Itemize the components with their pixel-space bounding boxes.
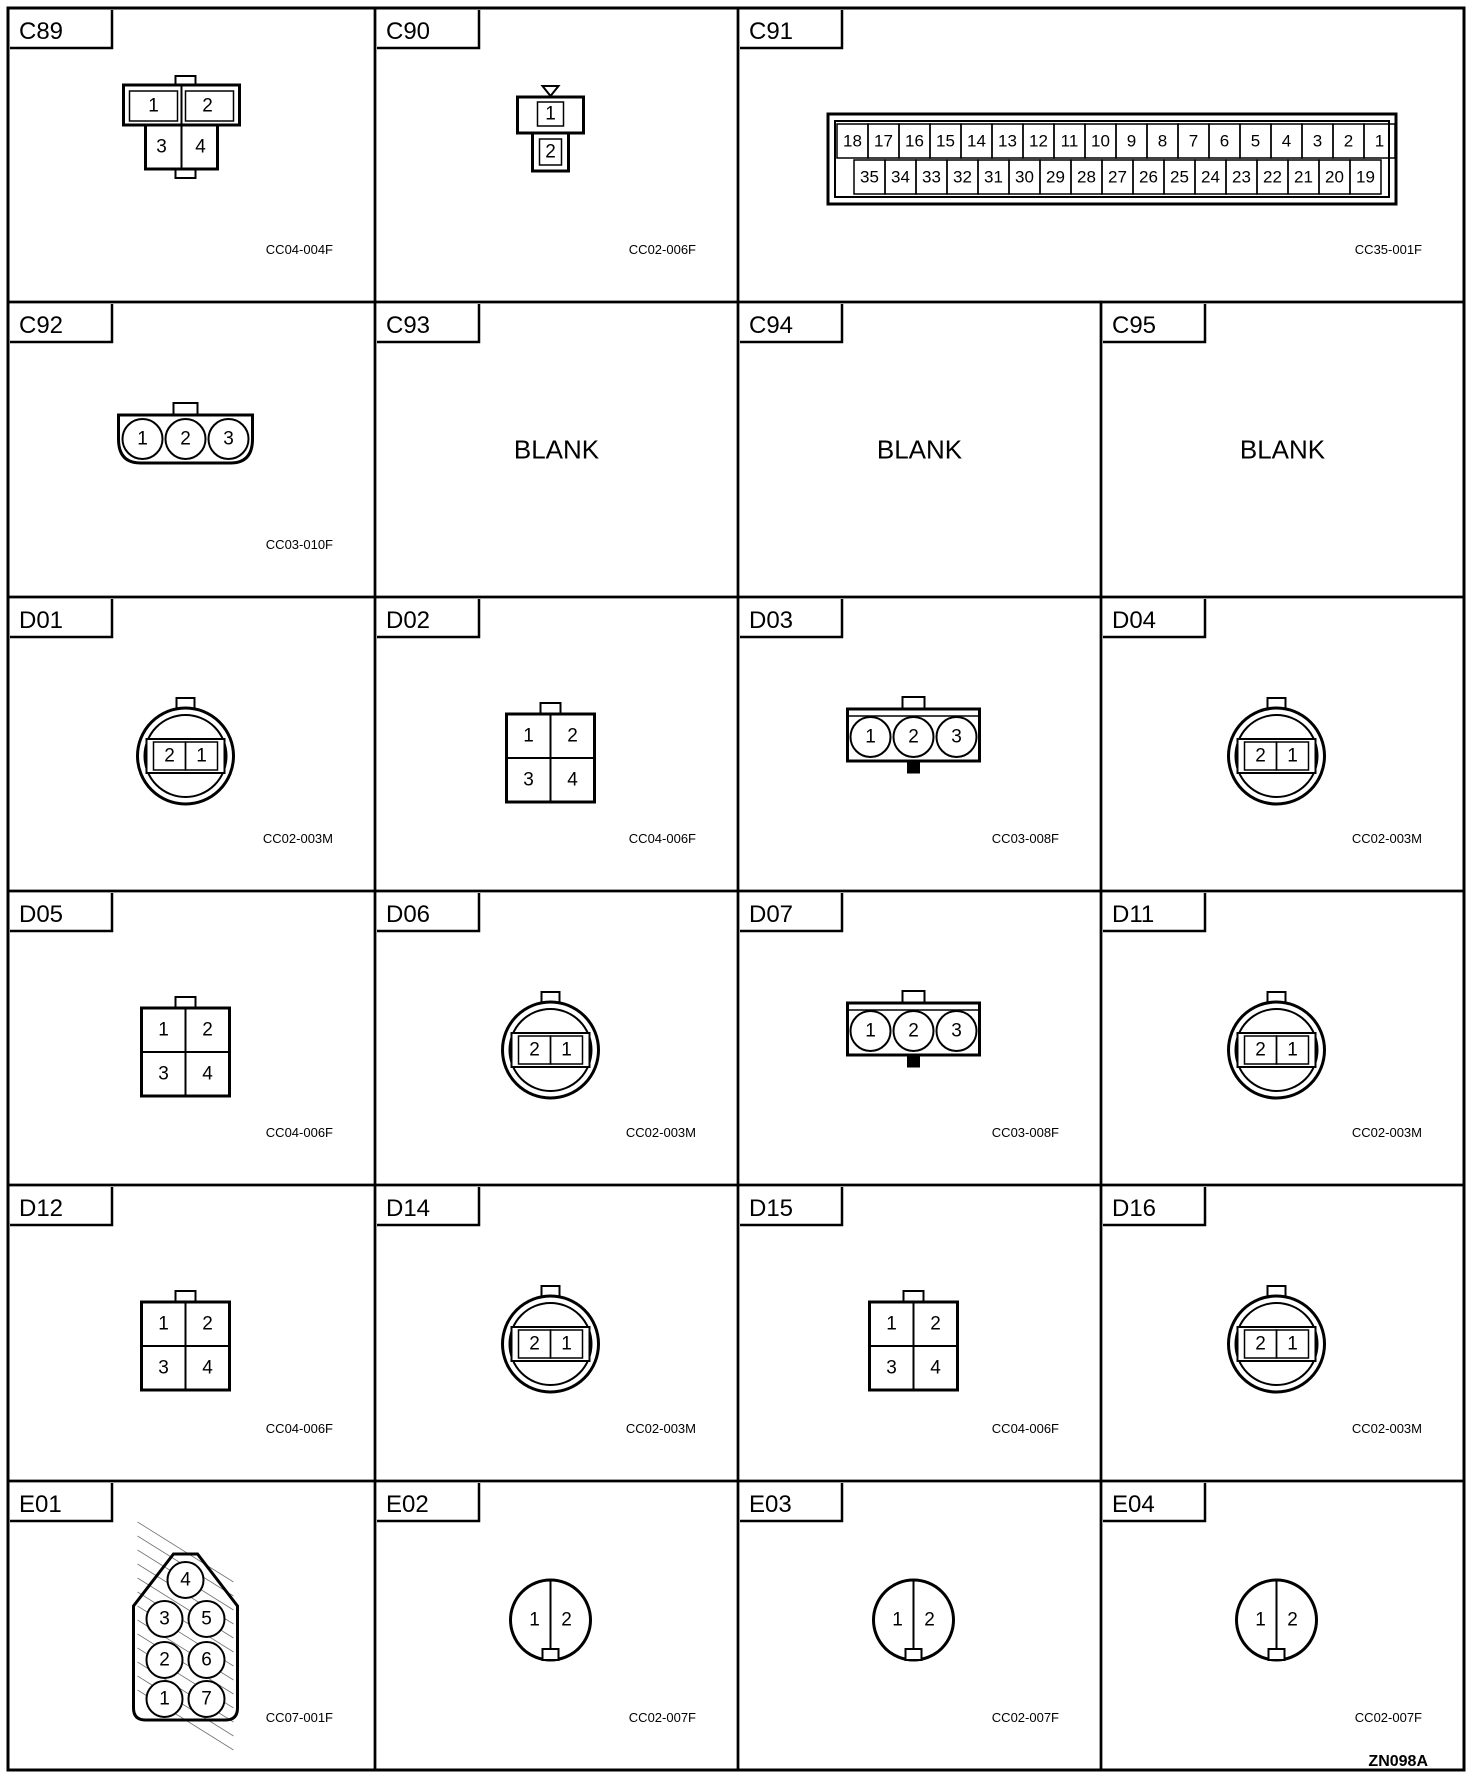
pin-label: 4 <box>202 1357 213 1379</box>
pin-label: 2 <box>1255 745 1266 767</box>
pin-label: 3 <box>1312 131 1323 151</box>
connector-diagram <box>503 992 599 1098</box>
connector-cell-d01 <box>8 597 375 891</box>
connector-diagram <box>848 697 980 773</box>
pin-label: 2 <box>1255 1333 1266 1355</box>
cell-title: D16 <box>1112 1195 1157 1222</box>
latch <box>903 991 925 1003</box>
latch <box>903 697 925 709</box>
connector-code: CC07-001F <box>265 1710 333 1725</box>
pin-label: 26 <box>1139 167 1158 187</box>
pin-label: 17 <box>874 131 893 151</box>
pin-label: 1 <box>865 726 876 748</box>
cell-title: C89 <box>19 18 64 45</box>
pin-label: 2 <box>164 745 175 767</box>
connector-code: CC04-006F <box>265 1421 333 1436</box>
pin-label: 30 <box>1015 167 1034 187</box>
connector-code: CC35-001F <box>1354 242 1422 257</box>
pin-label: 4 <box>180 1569 191 1591</box>
pin-label: 2 <box>529 1333 540 1355</box>
connector-cell-e01 <box>8 1481 375 1770</box>
pin-label: 11 <box>1060 131 1079 151</box>
cell-title: D01 <box>19 607 64 634</box>
connector-code: CC04-004F <box>265 242 333 257</box>
pin-label: 27 <box>1108 167 1127 187</box>
cell-title: D12 <box>19 1195 64 1222</box>
pin-label: 5 <box>1250 131 1261 151</box>
connector-code: CC03-010F <box>265 537 333 552</box>
blank-label: BLANK <box>513 434 600 465</box>
pin-label: 1 <box>196 745 207 767</box>
key <box>543 1649 559 1660</box>
connector-cell-c90 <box>375 8 738 302</box>
connector-body <box>828 114 1396 204</box>
pin-label: 1 <box>148 95 159 117</box>
pin-label: 9 <box>1126 131 1137 151</box>
pin-label: 31 <box>984 167 1003 187</box>
pin-label: 3 <box>951 726 962 748</box>
pin-label: 1 <box>892 1609 903 1631</box>
cell-title: D11 <box>1112 901 1155 928</box>
pin-label: 7 <box>201 1688 212 1710</box>
connector-cell-d15 <box>738 1185 1101 1481</box>
pin-label: 1 <box>886 1313 897 1335</box>
connector-code: CC02-007F <box>991 1710 1059 1725</box>
cell-title: D02 <box>386 607 431 634</box>
connector-diagram <box>870 1291 958 1390</box>
cell-title: C90 <box>386 18 431 45</box>
pin-label: 4 <box>930 1357 941 1379</box>
pin-label: 2 <box>561 1609 572 1631</box>
pin-label: 3 <box>159 1608 170 1630</box>
pin-label: 3 <box>158 1357 169 1379</box>
latch <box>176 997 196 1008</box>
connector-cell-c94 <box>738 302 1101 597</box>
pin-label: 3 <box>523 769 534 791</box>
pin-label: 22 <box>1263 167 1282 187</box>
pin-label: 1 <box>137 428 148 450</box>
pin-label: 12 <box>1029 131 1048 151</box>
connector-cell-d02 <box>375 597 738 891</box>
pin-label: 3 <box>886 1357 897 1379</box>
connector-cell-d07 <box>738 891 1101 1185</box>
cell-title: C93 <box>386 312 431 339</box>
polarity-key <box>908 761 920 773</box>
pin-label: 29 <box>1046 167 1065 187</box>
cell-title: D07 <box>749 901 794 928</box>
pin-label: 2 <box>567 725 578 747</box>
pin-label: 1 <box>158 1019 169 1041</box>
cell-title: C91 <box>749 18 794 45</box>
polarity-key <box>908 1055 920 1067</box>
pin-label: 4 <box>567 769 578 791</box>
blank-label: BLANK <box>876 434 963 465</box>
pin-label: 2 <box>202 95 213 117</box>
connector-diagram <box>1229 1286 1325 1392</box>
pin-label: 3 <box>156 136 167 158</box>
connector-cell-d16 <box>1101 1185 1464 1481</box>
pin-label: 6 <box>201 1649 212 1671</box>
outer-frame <box>8 8 1464 1770</box>
pin-label: 2 <box>930 1313 941 1335</box>
pin-label: 5 <box>201 1608 212 1630</box>
pin-label: 1 <box>523 725 534 747</box>
connector-diagram <box>142 997 230 1096</box>
connector-diagram <box>1229 698 1325 804</box>
connector-cell-e02 <box>375 1481 738 1770</box>
connector-cell-c89 <box>8 8 375 302</box>
connector-code: CC02-007F <box>1354 1710 1422 1725</box>
cell-title: D15 <box>749 1195 794 1222</box>
connector-diagram <box>507 703 595 802</box>
pin-label: 14 <box>967 131 986 151</box>
pin-label: 10 <box>1091 131 1110 151</box>
pin-label: 3 <box>951 1020 962 1042</box>
connector-code: CC03-008F <box>991 1125 1059 1140</box>
connector-cell-c93 <box>375 302 738 597</box>
pin-label: 2 <box>529 1039 540 1061</box>
pin-label: 1 <box>1374 131 1385 151</box>
cell-title: D04 <box>1112 607 1157 634</box>
pin-label: 4 <box>195 136 206 158</box>
pin-label: 2 <box>159 1649 170 1671</box>
connector-diagram <box>138 698 234 804</box>
latch <box>541 703 561 714</box>
connector-diagram <box>1229 992 1325 1098</box>
pin-label: 16 <box>905 131 924 151</box>
connector-cell-e04 <box>1101 1481 1464 1770</box>
pin-label: 33 <box>922 167 941 187</box>
cell-title: E03 <box>749 1491 792 1518</box>
cell-title: D14 <box>386 1195 431 1222</box>
pin-label: 24 <box>1201 167 1220 187</box>
connector-diagram <box>142 1291 230 1390</box>
connector-code: CC04-006F <box>265 1125 333 1140</box>
cell-title: D06 <box>386 901 431 928</box>
connector-code: CC02-003M <box>262 831 333 846</box>
connector-code: CC02-003M <box>1351 831 1422 846</box>
cell-title: C92 <box>19 312 64 339</box>
pin-label: 2 <box>908 726 919 748</box>
pin-label: 8 <box>1157 131 1168 151</box>
connector-code: CC04-006F <box>991 1421 1059 1436</box>
pin-label: 1 <box>158 1313 169 1335</box>
pin-label: 34 <box>891 167 910 187</box>
pin-label: 2 <box>202 1313 213 1335</box>
pin-label: 1 <box>159 1688 170 1710</box>
pin-label: 23 <box>1232 167 1251 187</box>
cell-title: E01 <box>19 1491 62 1518</box>
pin-label: 32 <box>953 167 972 187</box>
pin-label: 1 <box>561 1039 572 1061</box>
connector-code: CC03-008F <box>991 831 1059 846</box>
pin-label: 3 <box>158 1063 169 1085</box>
pin-label: 2 <box>1343 131 1354 151</box>
connector-diagram <box>1237 1580 1317 1660</box>
connector-code: CC02-003M <box>1351 1421 1422 1436</box>
pin-label: 2 <box>1287 1609 1298 1631</box>
pin-label: 25 <box>1170 167 1189 187</box>
connector-code: CC02-006F <box>628 242 696 257</box>
pin-label: 35 <box>860 167 879 187</box>
cell-title: E02 <box>386 1491 429 1518</box>
pin-label: 1 <box>1287 1333 1298 1355</box>
cell-title: D05 <box>19 901 64 928</box>
latch <box>904 1291 924 1302</box>
pin-label: 20 <box>1325 167 1344 187</box>
connector-diagram <box>874 1580 954 1660</box>
pin-label: 28 <box>1077 167 1096 187</box>
connector-cell-d03 <box>738 597 1101 891</box>
connector-cell-d04 <box>1101 597 1464 891</box>
connector-code: CC02-007F <box>628 1710 696 1725</box>
connector-diagram <box>134 1522 238 1750</box>
connector-cell-c95 <box>1101 302 1464 597</box>
pin-label: 2 <box>180 428 191 450</box>
pin-label: 13 <box>998 131 1017 151</box>
pin-label: 3 <box>223 428 234 450</box>
pin-label: 4 <box>202 1063 213 1085</box>
pin-label: 1 <box>529 1609 540 1631</box>
pin-label: 4 <box>1281 131 1292 151</box>
connector-cell-d14 <box>375 1185 738 1481</box>
pin-label: 1 <box>1287 1039 1298 1061</box>
connector-diagram <box>124 76 240 178</box>
cell-title: D03 <box>749 607 794 634</box>
pin-label: 18 <box>843 131 862 151</box>
connector-cell-c92 <box>8 302 375 597</box>
connector-cell-d05 <box>8 891 375 1185</box>
pin-label: 1 <box>1287 745 1298 767</box>
connector-cell-d06 <box>375 891 738 1185</box>
pin-label: 1 <box>561 1333 572 1355</box>
latch <box>176 1291 196 1302</box>
connector-code: CC02-003M <box>1351 1125 1422 1140</box>
key-arrow <box>543 86 559 96</box>
cell-title: E04 <box>1112 1491 1155 1518</box>
connector-code: CC04-006F <box>628 831 696 846</box>
connector-diagram <box>503 1286 599 1392</box>
pin-label: 1 <box>1255 1609 1266 1631</box>
pin-label: 2 <box>924 1609 935 1631</box>
connector-code: CC02-003M <box>625 1125 696 1140</box>
key <box>906 1649 922 1660</box>
key <box>1269 1649 1285 1660</box>
pin-label: 21 <box>1294 167 1313 187</box>
pin-label: 19 <box>1356 167 1375 187</box>
pin-label: 1 <box>545 103 556 125</box>
connector-diagram <box>848 991 980 1067</box>
connector-cell-d11 <box>1101 891 1464 1185</box>
pin-label: 6 <box>1219 131 1230 151</box>
latch <box>174 403 198 415</box>
connector-diagram <box>119 403 253 463</box>
connector-diagram <box>828 114 1396 204</box>
connector-code: CC02-003M <box>625 1421 696 1436</box>
sheet-reference: ZN098A <box>1368 1753 1428 1770</box>
pin-label: 1 <box>865 1020 876 1042</box>
cell-title: C95 <box>1112 312 1157 339</box>
pin-label: 7 <box>1188 131 1199 151</box>
pin-label: 2 <box>908 1020 919 1042</box>
connector-cell-d12 <box>8 1185 375 1481</box>
pin-label: 2 <box>545 141 556 163</box>
pin-label: 2 <box>1255 1039 1266 1061</box>
connector-cell-e03 <box>738 1481 1101 1770</box>
connector-diagram <box>518 86 584 171</box>
blank-label: BLANK <box>1239 434 1326 465</box>
pin-label: 15 <box>936 131 955 151</box>
connector-diagram <box>511 1580 591 1660</box>
cell-title: C94 <box>749 312 794 339</box>
pin-label: 2 <box>202 1019 213 1041</box>
connector-cell-c91 <box>738 8 1464 302</box>
